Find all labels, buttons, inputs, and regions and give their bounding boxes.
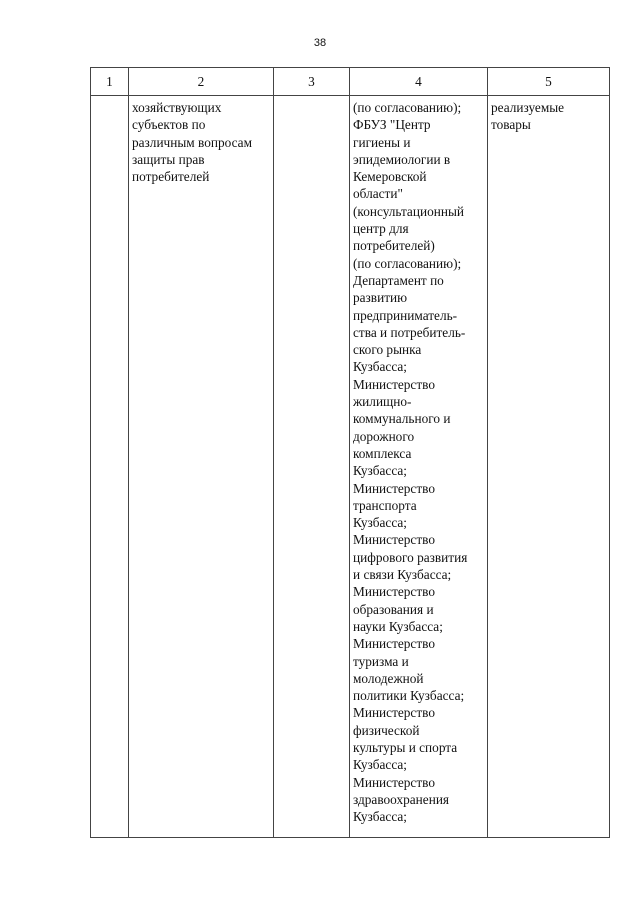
cell-col-2: [129, 96, 274, 838]
table-header-row: [91, 68, 610, 96]
cell-col-4-text: (по согласованию); ФБУЗ "Центр гигиены и эпидемиологии в Кемеровской области" (консультационный центр для потребителей) (по согласованию); Департамент по развитию предприниматель- ства и потребитель- ского рынка Кузбасса; Министерство жилищно- коммунального и дорожного комплекса Кузбасса; Министерство транспорта Кузбасса; Министерство цифрового развития и связи Кузбасса; Министерство образования и науки Кузбасса; Министерство туризма и молодежной политики Кузбасса; Министерство физической культуры и спорта Кузбасса; Министерство здравоохранения Кузбасса;: [353, 100, 468, 825]
page-number: 38: [313, 37, 327, 49]
cell-col-1: [91, 96, 129, 838]
header-col-1: 1: [91, 68, 129, 96]
cell-col-4: [350, 96, 488, 838]
header-col-2: 2: [129, 68, 274, 96]
table-row: [91, 96, 610, 838]
header-col-4: 4: [350, 68, 488, 96]
cell-col-2-text: хозяйствующих субъектов по различным вопросам защиты прав потребителей: [132, 100, 252, 185]
cell-col-3: [274, 96, 350, 838]
document-table: [90, 67, 610, 838]
cell-col-5-text: реализуемые товары: [491, 100, 565, 133]
cell-col-5: [488, 96, 610, 838]
header-col-3: 3: [274, 68, 350, 96]
header-col-5: 5: [488, 68, 610, 96]
